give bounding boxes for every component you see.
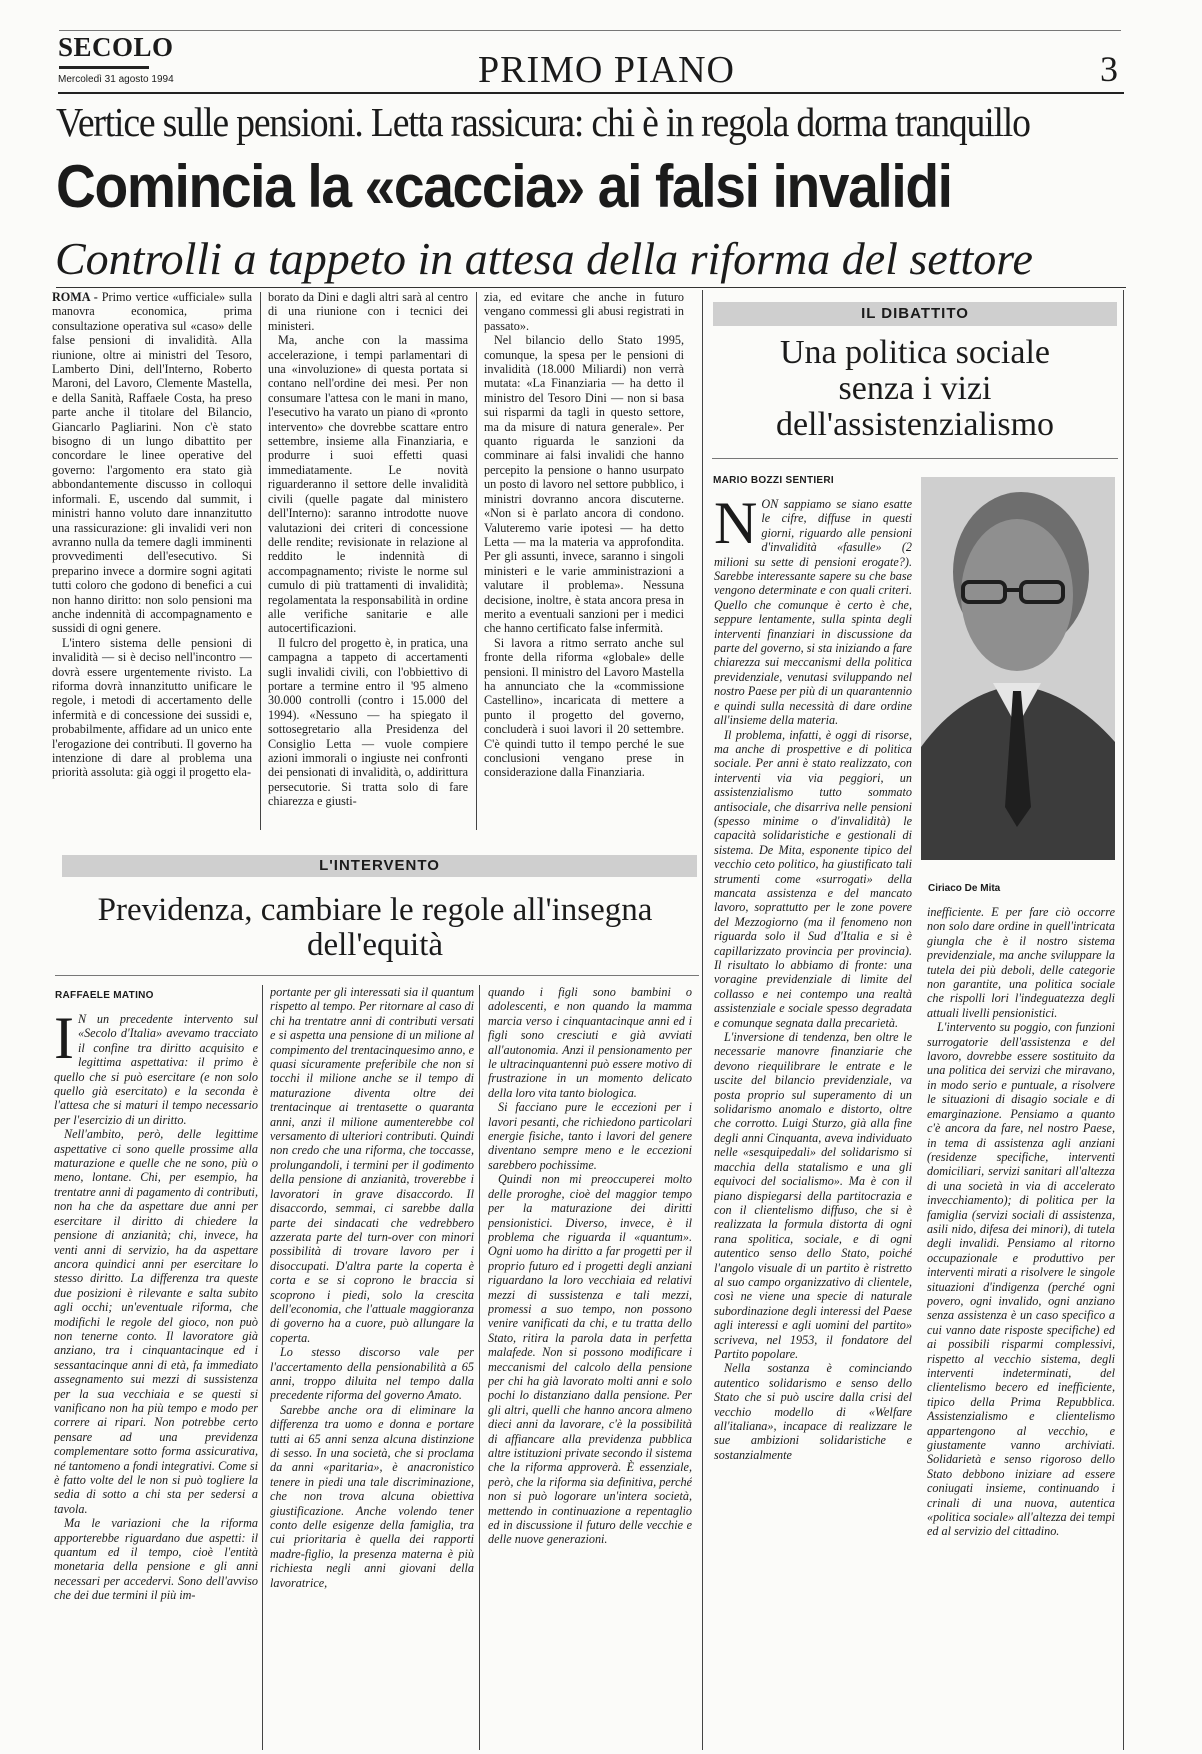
debate-byline: MARIO BOZZI SENTIERI bbox=[713, 475, 834, 486]
intervention-text-6: Sarebbe anche ora di eliminare la differenza tra uomo e donna e portare tutti ai 65 anni senza alcuna distinzione di sesso. In una società, che si proclama da anni «paritaria», è anacronistico tenere in piedi una tale discriminazione, che non trova alcuna obiettiva giustificazione. Anche volendo tener conto delle esigenze della famiglia, tra cui prioritaria è quella dei rapporti madre-figlio, la presenza materna è più richiesta negli anni giovani della lavoratrice, bbox=[270, 1402, 474, 1590]
portrait-photo bbox=[921, 477, 1115, 860]
intervention-text-9: Quindi non mi preoccuperei molto delle proroghe, cioè del maggior tempo per la maturazione dei diritti pensionistici. Diverso, invece, è il problema che riguarda il «quantum». Ogni uomo ha diritto a far progetti per il proprio futuro ed i progetti degli anziani riguardano la loro vecchiaia ed relativi mezzi di sussistenza e tali mezzi, promessi a suo tempo, non possono venire vanificati da chi, e tu tratta dello Stato, ritira la parola data in perfetta malafede. Non si possono modificare i meccanismi del calcolo della pensione per chi ha già lavorato molti anni e solo pochi lo distanziano dalla pensione. Per gli altri, quelli che hanno ancora almeno dieci anni da lavorare, c'è la possibilità di affiancare alla previdenza pubblica altre istituzioni private secondo il sistema che la riforma approverà. È essenziale, però, che la riforma sia definitiva, perché non si può logorare un'intera società, mettendo in continuazione a repentaglio ed in discussione il futuro delle vecchie e delle nuove generazioni. bbox=[488, 1172, 692, 1547]
lead-text-2b: Ma, anche con la massima accelerazione, i tempi parlamentari di una «involuzione» di questa portata si contano nell'ordine dei mesi. Per non consumare l'attesa con le mani in mano, l'esecutivo ha varato un piano di «pronto intervento» che dovrebbe scattare entro settembre, insieme alla Finanziaria, e produrre i suoi effetti quasi immediatamente. Le novità riguarderanno il settore delle invalidità civili (quelle pagate dal ministero dell'Interno): saranno introdotte nuove valutazioni dei criteri di concessione delle rendite; revisionate in relazione al reddito le indennità di accompagnamento; riviste le norme sul cumulo di più trattamenti di invalidità; regolamentata la responsabilità in ordine alle verifiche sanitarie e alle autocertificazioni. bbox=[268, 333, 468, 636]
debate-title: Una politica sociale senza i vizi dell'assistenzialismo bbox=[775, 334, 1055, 443]
intervention-text-1: N un precedente intervento sul «Secolo d'Italia» avevamo tracciato il confine tra diritto acquisito e legittima aspettativa: il primo è quello che si può esercitare (e non solo quello già esercitato) e la seconda è l'attesa che si maturi il tempo necessario per l'esercizio di un diritto. bbox=[54, 1012, 258, 1127]
intervention-column-1 bbox=[54, 1012, 258, 1752]
issue-date: Mercoledì 31 agosto 1994 bbox=[58, 74, 174, 85]
lead-column-1 bbox=[52, 290, 252, 830]
lead-text-3c: Si lavora a ritmo serrato anche sul fronte della riforma «globale» delle pensioni. Il ministro del Lavoro Mastella ha annunciato che la «commissione Castellino», incaricata di mettere a punto il progetto del governo, concluderà i suoi lavori il 20 settembre. C'è quindi tutto il tempo perché le sue conclusioni vengano prese in considerazione dalla Finanziaria. bbox=[484, 635, 684, 780]
portrait-person-icon bbox=[921, 477, 1115, 860]
section-title: PRIMO PIANO bbox=[478, 49, 735, 91]
debate-text-5: inefficiente. E per fare ciò occorre non solo dare ordine in quell'intricata giungla che è il nostro sistema previdenziale, ma anche sviluppare la tutela dei più deboli, delle categorie non garantite, una politica sociale che rispolli lori l'indeguatezza degli attuali livelli pensionistici. bbox=[927, 905, 1115, 1020]
lead-column-3 bbox=[484, 290, 684, 830]
debate-dropcap: N bbox=[714, 497, 758, 556]
debate-column-1 bbox=[714, 497, 912, 1752]
lead-column-2 bbox=[268, 290, 468, 830]
intervention-text-8: Si facciano pure le eccezioni per i lavori pesanti, che richiedono particolari energie fisiche, tanto i lavori del genere diventano sempre meno e le eccezioni sarebbero pochissime. bbox=[488, 1100, 692, 1172]
intervention-column-3 bbox=[488, 985, 692, 1752]
lead-text-2: borato da Dini e dagli altri sarà al centro di una riunione con i tecnici dei ministeri. bbox=[268, 290, 468, 333]
intervention-text-7: quando i figli sono bambini o adolescenti, e non quando la mamma marcia verso i cinquantacinque anni ed i figli sono cresciuti e già avviati all'autonomia. Anzi il pensionamento per le ultracinquantenni può essere motivo di frustrazione in un momento delicato della loro vita tanto biologica. bbox=[488, 985, 692, 1100]
lead-text-1: Primo vertice «ufficiale» sulla manovra economica, prima consultazione operativa sul «caso» delle false pensioni di invalidità. Alla riunione, oltre ai ministri del Tesoro, Lamberto Dini, dell'Interno, Roberto Maroni, del Lavoro, Clemente Mastella, e della Sanità, Raffaele Costa, ha preso parte anche il titolare del Bilancio, Giancarlo Pagliarini. Non c'è stato bisogno di un lungo dibattito per concordare le linee operative del governo: l'argomento era stato già abbondantemente discusso in colloqui informali. E, uscendo dal summit, i ministri hanno voluto dare innanzitutto una rassicurazione: gli invalidi veri non avranno nulla da temere dagli imminenti provvedimenti dell'esecutivo. Si preparino invece a dormire sogni agitati tutti coloro che godono di benefici a cui non hanno diritto: non solo pensioni ma anche indennità di accompagnamento e sussidi di ogni genere. bbox=[52, 290, 252, 636]
intervention-title: Previdenza, cambiare le regole all'insegna dell'equità bbox=[97, 892, 653, 963]
intervention-text-3: Ma le variazioni che la riforma apporterebbe riguardano due aspetti: il quantum ed il tempo, cioè l'entità monetaria della pensione e gli anni necessari per accedervi. Sono dell'avviso che dei due termini il più im- bbox=[54, 1516, 258, 1603]
lead-subhead: Controlli a tappeto in attesa della riforma del settore bbox=[55, 233, 1033, 284]
intervention-text-5: Lo stesso discorso vale per l'accertamento della pensionabilità a 65 anni, troppo diluita nel tempo dalla precedente riforma del governo Amato. bbox=[270, 1345, 474, 1403]
debate-column-2 bbox=[927, 905, 1115, 1750]
intervention-label: L'INTERVENTO bbox=[62, 855, 697, 877]
page-number: 3 bbox=[1100, 49, 1118, 89]
debate-text-6: L'intervento su poggio, con funzioni surrogatorie dell'assistenza e del lavoro, dovrebbe essere sostituito da una politica dei servizi che miravano, in modo serio e puntuale, a risolvere le situazioni di disagio sociale e di emarginazione. Pensiamo a quanto c'è ancora da fare, nel nostro Paese, in tema di assistenza agli anziani (residenze specifiche, interventi domiciliari, servizi sanitari all'altezza di una società in via di accelerato invecchiamento); di politica per la famiglia (servizi sociali di assistenza, asili nido, difesa dei minori), di tutela degli invalidi. Pensiamo al ritorno occupazionale e produttivo per interventi mirati a risolvere le singole situazioni d'indigenza (perché ogni povero, ogni invalido, ogni anziano senza assistenza è un caso specifico a cui vanno date risposte specifiche) ed ai possibili risparmi complessivi, rispetto al vecchio sistema, degli interventi indeterminati, del clientelismo becero ed inefficiente, tipico della Prima Repubblica. Assistenzialismo e clientelismo appartengono al vecchio, e giustamente vanno archiviati. Solidarietà e senso rigoroso dello Stato debbono iniziare ad essere coniugati insieme, continuando i crinali di una nuova, autentica «politica sociale» all'altezza dei tempi ed al servizio del cittadino. bbox=[927, 1020, 1115, 1539]
debate-text-2: Il problema, infatti, è oggi di risorse, ma anche di prospettive e di politica sociale. Per anni è stato realizzato, con interventi via via peggiori, un assistenzialismo tutto sommato antisociale, che disarriva nelle pensioni (spesso minime o d'invalidità) le capacità solidaristiche e gestionali di sistema. De Mita, esponente tipico del vecchio ceto politico, ha giustificato tali strumenti come «surrogati» della mancata assistenza e del mancato lavoro, soprattutto per le zone povere del Mezzogiorno (ma il fenomeno non riguarda solo il Sud d'Italia e si è capillarizzato provincia per provincia). Il risultato lo abbiamo di fronte: una voragine previdenziale di limite del collasso e nei contempo una realtà assistenziale e sociale spesso degradata e comunque segnata dalla precarietà. bbox=[714, 727, 912, 1030]
debate-label: IL DIBATTITO bbox=[713, 302, 1117, 326]
lead-text-3: zia, ed evitare che anche in futuro vengano commessi gli abusi registrati in passato». bbox=[484, 290, 684, 333]
debate-text-3: L'inversione di tendenza, ben oltre le necessarie manovre finanziarie che devono riequilibrare le entrate e le uscite del bilancio previdenziale, va posta proprio sul superamento di un solidarismo anomalo e distorto, oltre che corrotto. Luigi Sturzo, già alla fine degli anni Cinquanta, aveva individuato nelle «sesquipedali» del solidarismo si macchia della statalismo e una gli equivoci del socialismo». Ma è con il piano dispiegarsi della partitocrazia e con il clientelismo diffuso, che si è realizzata la formula distorta di ogni rana spolitica, sociale, e di ogni autentico senso dello Stato, poiché l'angolo visuale di un partito è ristretto al suo campo organizzativo di clientele, così ne viene una specie di naturale subordinazione degli interessi del Paese agli interessi e agli uomini del partito» scriveva, nel 1953, il fondatore del Partito popolare. bbox=[714, 1030, 912, 1361]
intervention-dropcap: I bbox=[54, 1012, 74, 1071]
portrait-caption: Ciriaco De Mita bbox=[928, 883, 1001, 894]
debate-text-4: Nella sostanza è cominciando autentico solidarismo e senso dello Stato che si può uscire dalla crisi del vecchio modello di «Welfare all'italiana», incapace di realizzare le sue ambizioni solidaristiche e sostanzialmente bbox=[714, 1361, 912, 1462]
newspaper-name: SECOLO bbox=[58, 32, 174, 62]
intervention-byline: RAFFAELE MATINO bbox=[55, 990, 154, 1001]
lead-text-3b: Nel bilancio dello Stato 1995, comunque, la spesa per le pensioni di invalidità (18.000 Miliardi) non verrà mutata: «La Finanziaria — ha detto il ministro del Tesoro Dini — non si basa sui risparmi da tagli in questo settore, ma da misure di natura generale». Per quanto riguarda le sanzioni da comminare ai falsi invalidi che hanno percepito la pensione o hanno usurpato un posto di lavoro nel settore pubblico, i ministri dovranno ancora discuterne. «Non si è parlato ancora di condono. Valuteremo varie ipotesi — ha detto Letta — ma la materia va approfondita. Per gli assunti, invece, saranno i singoli ministeri e le varie amministrazioni a valutare il problema». Nessuna decisione, inoltre, è stata ancora presa in merito a eventuali sanzioni per i medici che hanno certificato false infermità. bbox=[484, 333, 684, 636]
lead-text-2c: Il fulcro del progetto è, in pratica, una campagna a tappeto di accertamenti sugli invalidi civili, con l'obbiettivo di portare a termine entro il '95 almeno 30.000 controlli (contro i 15.000 del 1994). «Nessuno — ha spiegato il sottosegretario alla Presidenza del Consiglio Letta — vuole compiere azioni immorali o ingiuste nei confronti dei pensionati di invalidità, o, addirittura persecutorie. Si tratta solo di fare chiarezza e giusti- bbox=[268, 635, 468, 809]
intervention-text-4: portante per gli interessati sia il quantum rispetto al tempo. Per ritornare al caso di chi ha trentatre anni di contributi versati e si aspetta una pensione di un milione al compimento del trentacinquesimo anno, e quasi sicuramente preferibile che non si tocchi il milione anche se il tempo di maturazione diventa oltre dei trentacinque ai trentasette o quaranta anni, anzi il milione aumenterebbe col versamento di ulteriori contributi. Quindi non credo che una riforma, che toccasse, prolungandoli, i termini per il godimento della pensione di anzianità, troverebbe i lavoratori in grave disaccordo. Il disaccordo, semmai, ci sarebbe dalla parte dei sindacati che vedrebbero azzerata parte del turn-over con minori possibilità di trovare lavoro per i disoccupati. D'altra parte la coperta è corta e se si coprono le braccia si scoprono i piedi, solo la crescita dell'economia, che l'attuale maggioranza di governo ha a cuore, può allungare la coperta. bbox=[270, 985, 474, 1345]
lead-headline: Comincia la «caccia» ai falsi invalidi bbox=[56, 153, 952, 220]
lead-dateline: ROMA - bbox=[52, 290, 102, 304]
intervention-column-2 bbox=[270, 985, 474, 1752]
debate-text-1: ON sappiamo se siano esatte le cifre, diffuse in questi giorni, riguardo alle pensioni d'invalidità «fasulle» (2 milioni su sette di pensioni erogate?). Sarebbe interessante sapere su che base vengono determinate e con quali criteri. Quello che comunque è certo è che, seppure lentamente, sulla spinta degli interventi finanziari in discussione da parte del governo, si sta iniziando a fare chiarezza sui meccanismi della politica previdenziale, venutasi sviluppando nel nostro Paese per più di un quarantennio e quindi sulla necessità di dare ordine all'insieme della materia. bbox=[714, 497, 912, 728]
lead-kicker: Vertice sulle pensioni. Letta rassicura: chi è in regola dorma tranquillo bbox=[56, 99, 1030, 145]
intervention-text-2: Nell'ambito, però, delle legittime aspettative ci sono quelle prossime alla maturazione e quelle che ne sono, più o meno, lontane. Chi, per esempio, ha trentatre anni di pagamento di contributi, non ha che da aspettare due anni per esercitare il diritto di chiedere la pensione di anzianità; chi, invece, ha venti anni di servizio, ha da aspettare ancora quindici anni per esercitare lo stesso diritto. La differenza tra queste due posizioni è rilevante e salta subito agli occhi; un'eventuale riforma, che modifichi le regole del gioco, non può non tenerne conto. Il lavoratore già anziano, tra i cinquantacinque ed i sessantacinque anni di età, fa immediato assegnamento sui mezzi di sussistenza per la sua vecchiaia e se questi si vanificano non ha più tempo e modo per correre ai ripari. Non potrebbe certo pensare ad una previdenza complementare sotto forma assicurativa, né tantomeno a fondi integrativi. Come si è fatto volte del le non si può togliere la sedia di sotto a chi sta per sedersi a tavola. bbox=[54, 1127, 258, 1516]
lead-text-1b: L'intero sistema delle pensioni di invalidità — si è deciso nell'incontro — dovrà essere urgentemente rivisto. La riforma dovrà innanzitutto unificare le regole, i metodi di accertamento delle infermità e di concessione dei sussidi e, probabilmente, affidare ad un unico ente l'erogazione dei contributi. Il governo ha intenzione di dare al problema una priorità assoluta: già oggi il progetto ela- bbox=[52, 635, 252, 780]
